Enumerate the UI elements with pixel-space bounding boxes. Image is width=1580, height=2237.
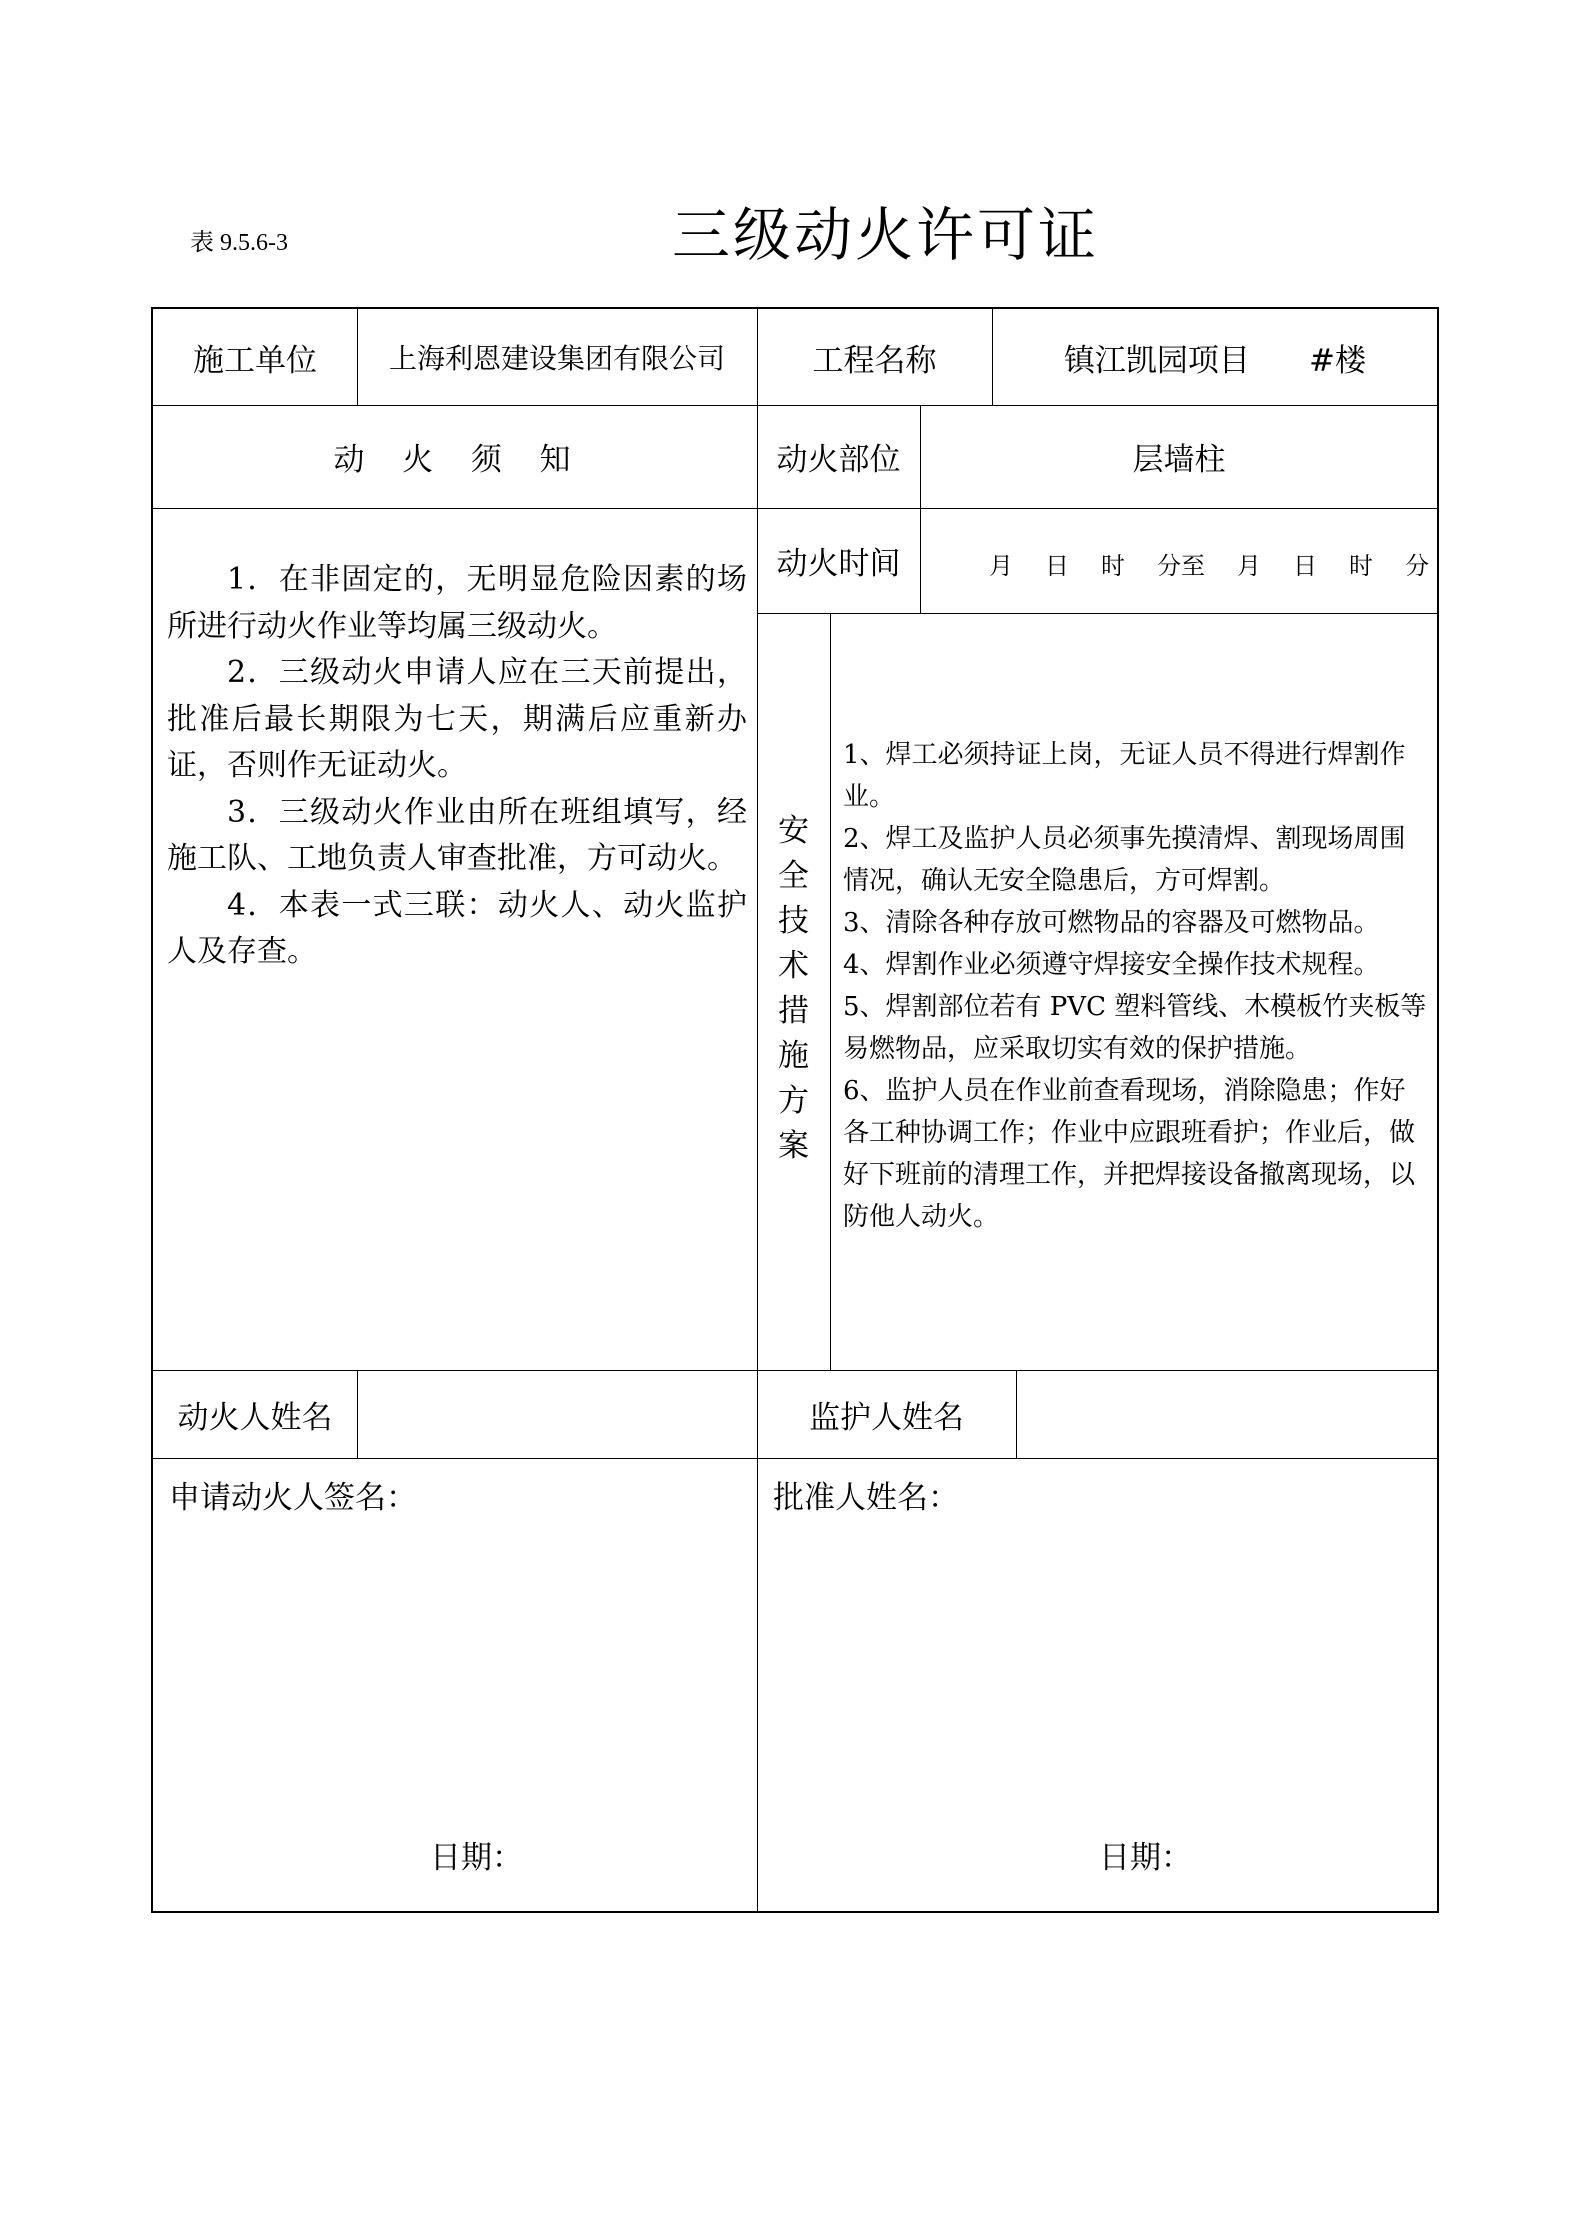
notice-text bbox=[167, 557, 747, 976]
measure-item: 4、焊割作业必须遵守焊接安全操作技术规程。 bbox=[843, 950, 1380, 980]
notice-heading: 动 火 须 知 bbox=[333, 442, 577, 478]
permit-form bbox=[151, 307, 1439, 1913]
safety-label-char: 安 bbox=[778, 813, 809, 849]
notice-item: 3．三级动火作业由所在班组填写，经施工队、工地负责人审查批准，方可动火。 bbox=[167, 794, 747, 876]
safety-label-char: 技 bbox=[778, 903, 809, 939]
guardian-name-field[interactable] bbox=[1016, 1370, 1438, 1458]
time-field: 分至 bbox=[1157, 552, 1205, 580]
unit-value[interactable]: 上海利恩建设集团有限公司 bbox=[388, 342, 725, 375]
project-value[interactable]: 镇江凯园项目 #楼 bbox=[1063, 342, 1367, 379]
safety-label-char: 措 bbox=[778, 993, 809, 1029]
safety-label-char: 案 bbox=[778, 1128, 809, 1164]
measure-item: 3、清除各种存放可燃物品的容器及可燃物品。 bbox=[843, 908, 1380, 938]
measure-item: 5、焊割部位若有 PVC 塑料管线、木模板竹夹板等易燃物品，应采取切实有效的保护措施。 bbox=[843, 992, 1427, 1064]
approver-date-label: 日期： bbox=[1099, 1840, 1192, 1876]
time-field: 分 bbox=[1405, 552, 1429, 580]
time-field: 日 bbox=[1293, 552, 1317, 580]
measure-item: 6、监护人员在作业前查看现场，消除隐患；作好各工种协调工作；作业中应跟班看护；作业后，做好下班前的清理工作，并把焊接设备撤离现场，以防他人动火。 bbox=[843, 1076, 1416, 1232]
table-number: 表 9.5.6-3 bbox=[190, 230, 288, 256]
notice-item: 4．本表一式三联：动火人、动火监护人及存查。 bbox=[167, 887, 747, 969]
location-label: 动火部位 bbox=[776, 442, 901, 478]
time-field: 月 bbox=[1237, 552, 1261, 580]
guardian-label: 监护人姓名 bbox=[809, 1399, 964, 1436]
safety-label-char: 施 bbox=[778, 1038, 809, 1074]
safety-label-char: 全 bbox=[778, 858, 809, 894]
measure-item: 2、焊工及监护人员必须事先摸清焊、割现场周围情况，确认无安全隐患后，方可焊割。 bbox=[843, 824, 1406, 896]
time-label: 动火时间 bbox=[776, 546, 901, 582]
location-value[interactable]: 层墙柱 bbox=[1132, 442, 1226, 478]
time-field: 月 bbox=[989, 552, 1013, 580]
applicant-date-label: 日期： bbox=[430, 1840, 523, 1876]
operator-name-field[interactable] bbox=[357, 1370, 757, 1458]
notice-item: 2．三级动火申请人应在三天前提出，批准后最长期限为七天，期满后应重新办证，否则作无证动火。 bbox=[167, 655, 747, 783]
project-label: 工程名称 bbox=[812, 342, 937, 379]
row-divider bbox=[757, 613, 1438, 614]
safety-label bbox=[757, 809, 830, 1169]
time-field: 日 bbox=[1045, 552, 1069, 580]
unit-label: 施工单位 bbox=[193, 342, 317, 379]
time-field: 时 bbox=[1349, 552, 1373, 580]
safety-measures bbox=[843, 734, 1429, 1238]
time-field: 时 bbox=[1101, 552, 1125, 580]
col-divider bbox=[830, 613, 831, 1370]
notice-item: 1．在非固定的，无明显危险因素的场所进行动火作业等均属三级动火。 bbox=[167, 562, 747, 644]
time-fields[interactable] bbox=[989, 546, 1429, 581]
safety-label-char: 术 bbox=[778, 948, 809, 984]
operator-label: 动火人姓名 bbox=[177, 1399, 333, 1436]
page-title: 三级动火许可证 bbox=[672, 201, 1100, 269]
measure-item: 1、焊工必须持证上岗，无证人员不得进行焊割作业。 bbox=[843, 740, 1406, 812]
applicant-signature-label: 申请动火人签名： bbox=[169, 1480, 417, 1516]
approver-name-label: 批准人姓名： bbox=[773, 1480, 959, 1516]
row-divider bbox=[153, 1458, 1438, 1459]
safety-label-char: 方 bbox=[778, 1083, 809, 1119]
